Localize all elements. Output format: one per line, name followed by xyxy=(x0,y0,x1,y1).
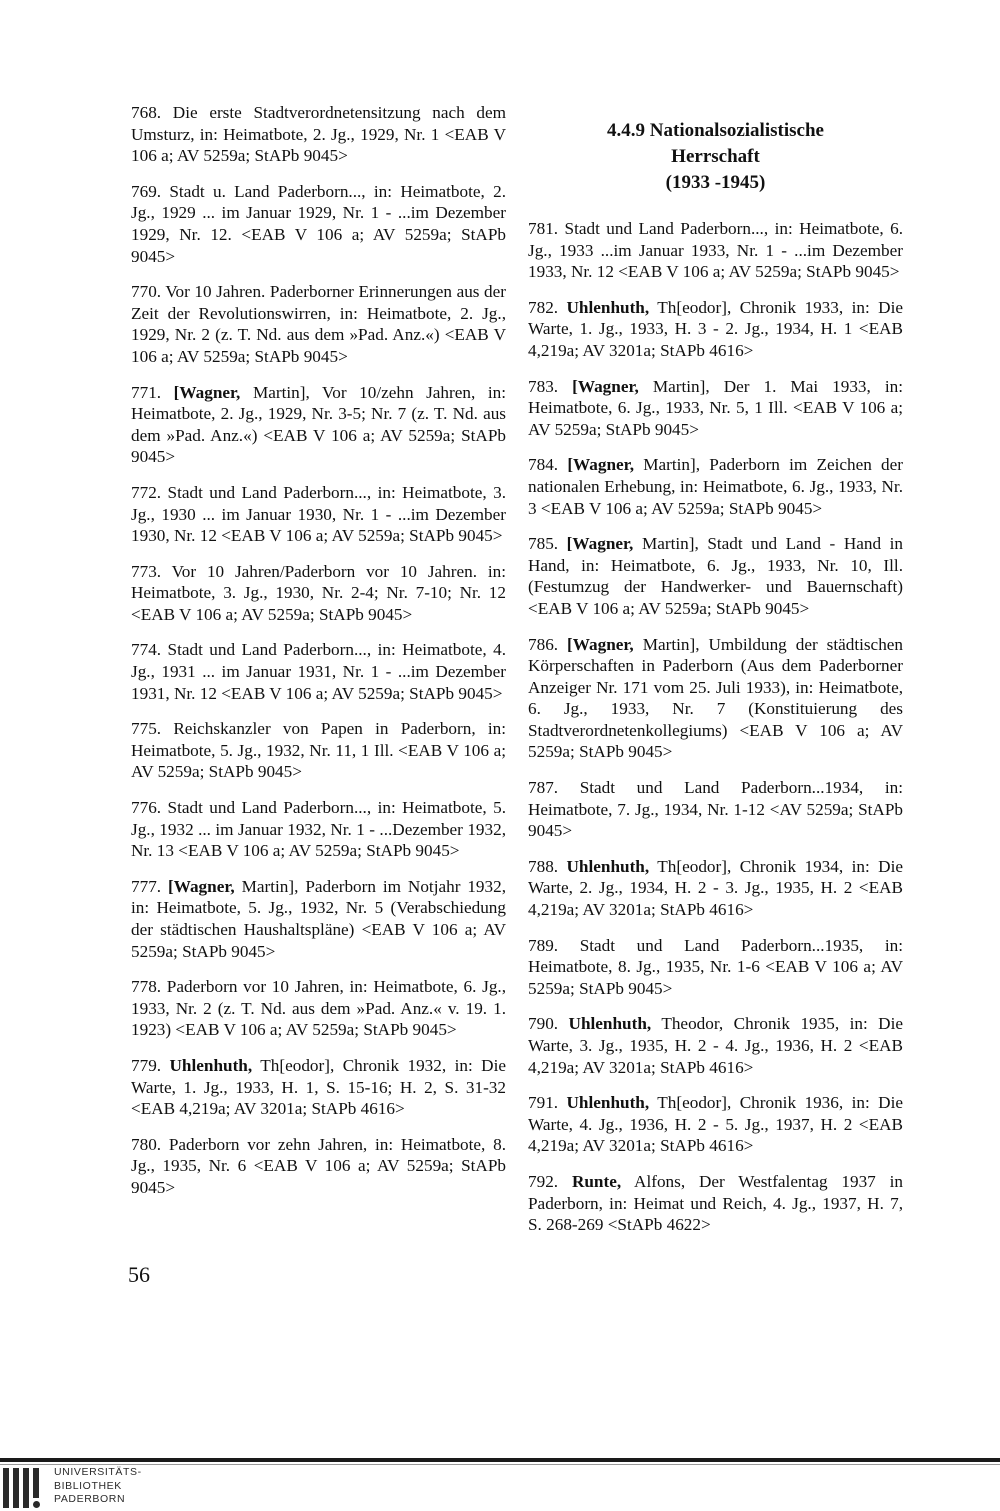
entry-number: 791. xyxy=(528,1093,559,1113)
entry-number: 775. xyxy=(131,719,162,739)
bibliography-entry xyxy=(131,639,506,704)
entry-number: 785. xyxy=(528,534,559,554)
bibliography-entry xyxy=(131,102,506,167)
entry-text: Martin], Stadt und Land - Hand in Hand, in: Heimatbote, 6. Jg., 1933, Nr. 10, Ill. (Festumzug der Handwerker- und Bauernschaft) <EAB V 106 a; AV 5259a; StAPb 9045> xyxy=(528,534,904,618)
entry-number: 789. xyxy=(528,935,559,955)
entry-text: Stadt und Land Paderborn..., in: Heimatbote, 5. Jg., 1932 ... im Januar 1932, Nr. 1 - ...Dezember 1932, Nr. 13 <EAB V 106 a; AV 5259a; StAPb 9045> xyxy=(131,798,506,861)
bibliography-entry xyxy=(528,533,903,619)
section-heading-line3: (1933 -1945) xyxy=(665,172,766,193)
entry-number: 778. xyxy=(131,977,162,997)
entry-number: 782. xyxy=(528,297,559,317)
entry-author: [Wagner, xyxy=(567,634,634,654)
entry-number: 771. xyxy=(131,382,162,402)
entry-number: 776. xyxy=(131,798,162,818)
entry-author: Uhlenhuth, xyxy=(566,297,650,317)
page-number: 56 xyxy=(128,1262,150,1287)
entry-text: Vor 10 Jahren/Paderborn vor 10 Jahren. in: Heimatbote, 3. Jg., 1930, Nr. 2-4; Nr. 7-10; Nr. 12 <EAB V 106 a; AV 5259a; StAPb 9045> xyxy=(131,561,506,624)
entry-text: Th[eodor], Chronik 1936, in: Die Warte, 4. Jg., 1936, H. 2 - 5. Jg., 1937, H. 2 <EAB 4,219a; AV 3201a; StAPb 4616> xyxy=(528,1093,903,1156)
logo-line3: PADERBORN xyxy=(54,1493,126,1505)
bibliography-entry xyxy=(528,376,903,441)
bibliography-entry xyxy=(528,1013,903,1078)
footer-rule xyxy=(0,1458,1000,1462)
bibliography-entry xyxy=(528,777,903,842)
library-logo-text xyxy=(54,1466,142,1507)
entry-number: 792. xyxy=(528,1171,559,1191)
entry-author: Uhlenhuth, xyxy=(169,1055,253,1075)
entry-text: Th[eodor], Chronik 1934, in: Die Warte, 2. Jg., 1934, H. 2 - 3. Jg., 1935, H. 2 <EAB 4,219a; AV 3201a; StAPb 4616> xyxy=(528,856,903,920)
logo-line1: UNIVERSITÄTS- xyxy=(54,1466,142,1478)
entry-text: Martin], Paderborn im Zeichen der nationalen Erhebung, in: Heimatbote, 6. Jg., 1933, Nr. 3 <EAB V 106 a; AV 5259a; StAPb 9045> xyxy=(528,455,904,518)
entry-author: [Wagner, xyxy=(572,376,639,396)
logo-line2: BIBLIOTHEK xyxy=(54,1479,122,1492)
entry-author: Runte, xyxy=(571,1171,622,1191)
entry-text: Theodor, Chronik 1935, in: Die Warte, 3. Jg., 1935, H. 2 - 4. Jg., 1936, H. 2 <EAB 4,219a; AV 3201a; StAPb 4616> xyxy=(528,1014,903,1077)
entry-author: [Wagner, xyxy=(173,382,241,402)
bibliography-entry xyxy=(131,876,506,962)
bibliography-entry xyxy=(131,281,506,367)
library-logo xyxy=(0,1466,160,1511)
entry-text: Die erste Stadtverordnetensitzung nach dem Umsturz, in: Heimatbote, 2. Jg., 1929, Nr. 1 <EAB V 106 a; AV 5259a; StAPb 9045> xyxy=(131,103,507,166)
entry-text: Th[eodor], Chronik 1932, in: Die Warte, 1. Jg., 1933, H. 1, S. 15-16; H. 2, S. 31-32 <EAB 4,219a; AV 3201a; StAPb 4616> xyxy=(131,1055,506,1119)
bibliography-entry xyxy=(131,482,506,547)
entry-text: Th[eodor], Chronik 1933, in: Die Warte, 1. Jg., 1933, H. 3 - 2. Jg., 1934, H. 1 <EAB 4,219a; AV 3201a; StAPb 4616> xyxy=(528,297,903,360)
entry-text: Stadt und Land Paderborn..., in: Heimatbote, 3. Jg., 1930 ... im Januar 1930, Nr. 1 - ...im Dezember 1930, Nr. 12 <EAB V 106 a; AV 5259a; StAPb 9045> xyxy=(131,482,506,546)
entry-number: 772. xyxy=(131,482,162,502)
right-column xyxy=(528,102,903,1250)
footer-rule-thin xyxy=(0,1464,1000,1465)
entry-author: Uhlenhuth, xyxy=(568,1014,652,1034)
entry-number: 787. xyxy=(528,778,559,798)
entry-number: 779. xyxy=(131,1055,162,1075)
entry-number: 768. xyxy=(131,103,162,122)
entry-number: 774. xyxy=(131,640,162,660)
entry-text: Martin], Der 1. Mai 1933, in: Heimatbote, 6. Jg., 1933, Nr. 5, 1 Ill. <EAB V 106 a; AV 5259a; StAPb 9045> xyxy=(528,376,904,439)
bibliography-entry xyxy=(131,1134,506,1199)
bibliography-entry xyxy=(528,297,903,362)
entry-number: 773. xyxy=(131,561,162,581)
library-logo-icon xyxy=(3,1468,45,1510)
entry-author: Uhlenhuth, xyxy=(566,856,650,876)
entry-author: Uhlenhuth, xyxy=(566,1093,650,1113)
bibliography-entry xyxy=(131,561,506,626)
entry-text: Martin], Umbildung der städtischen Körperschaften in Paderborn (Aus dem Paderborner Anzeiger Nr. 171 vom 25. Juli 1933), in: Heimatbote, 6. Jg., 1933, Nr. 7 (Konstituierung des Stadtverordnetenkollegiums) <EAB V 106 a; AV 5259a; StAPb 9045> xyxy=(528,634,904,762)
entry-text: Stadt und Land Paderborn...1935, in: Heimatbote, 8. Jg., 1935, Nr. 1-6 <EAB V 106 a; AV 5259a; StAPb 9045> xyxy=(528,935,904,998)
left-column xyxy=(131,102,506,1213)
section-heading-line1: 4.4.9 Nationalsozialistische xyxy=(607,120,824,141)
entry-number: 786. xyxy=(528,634,559,654)
bibliography-entry xyxy=(131,976,506,1041)
entry-text: Vor 10 Jahren. Paderborner Erinnerungen aus der Zeit der Revolutionswirren, in: Heimatbote, 2. Jg., 1929, Nr. 2 (z. T. Nd. aus dem »Pad. Anz.«) <EAB V 106 a; AV 5259a; StAPb 9045> xyxy=(131,282,506,366)
entry-text: Paderborn vor zehn Jahren, in: Heimatbote, 8. Jg., 1935, Nr. 6 <EAB V 106 a; AV 5259a; StAPb 9045> xyxy=(131,1134,506,1197)
entry-number: 790. xyxy=(528,1014,559,1034)
bibliography-entry xyxy=(528,856,903,921)
bibliography-entry xyxy=(528,1092,903,1157)
entry-number: 784. xyxy=(528,455,559,475)
entry-number: 780. xyxy=(131,1134,162,1154)
entry-number: 769. xyxy=(131,181,162,201)
entry-number: 788. xyxy=(528,856,559,876)
bibliography-entry xyxy=(131,181,506,267)
section-heading-line2: Herrschaft xyxy=(671,146,760,167)
entry-text: Alfons, Der Westfalentag 1937 in Paderborn, in: Heimat und Reich, 4. Jg., 1937, H. 7, S. 268-269 <StAPb 4622> xyxy=(528,1171,903,1235)
bibliography-entry xyxy=(528,935,903,1000)
right-entries xyxy=(528,218,903,1236)
entry-author: [Wagner, xyxy=(566,534,634,554)
entry-text: Martin], Paderborn im Notjahr 1932, in: Heimatbote, 5. Jg., 1932, Nr. 5 (Verabschiedung der städtischen Haushaltspläne) <EAB V 106 a; AV 5259a; StAPb 9045> xyxy=(131,876,507,961)
entry-text: Stadt u. Land Paderborn..., in: Heimatbote, 2. Jg., 1929 ... im Januar 1929, Nr. 1 - ...im Dezember 1929, Nr. 12. <EAB V 106 a; AV 5259a; StAPb 9045> xyxy=(131,181,506,266)
entry-text: Stadt und Land Paderborn..., in: Heimatbote, 6. Jg., 1933 ...im Januar 1933, Nr. 1 - ...im Dezember 1933, Nr. 12 <EAB V 106 a; AV 5259a; StAPb 9045> xyxy=(528,219,903,282)
bibliography-entry xyxy=(131,1055,506,1120)
entry-text: Martin], Vor 10/zehn Jahren, in: Heimatbote, 2. Jg., 1929, Nr. 3-5; Nr. 7 (z. T. Nd. aus dem »Pad. Anz.«) <EAB V 106 a; AV 5259a; StAPb 9045> xyxy=(131,382,507,467)
entry-text: Paderborn vor 10 Jahren, in: Heimatbote, 6. Jg., 1933, Nr. 2 (z. T. Nd. aus dem »Pad. Anz.« v. 19. 1. 1923) <EAB V 106 a; AV 5259a; StAPb 9045> xyxy=(131,977,507,1040)
bibliography-entry xyxy=(131,797,506,862)
entry-number: 770. xyxy=(131,282,162,302)
entry-number: 783. xyxy=(528,376,559,396)
entry-number: 781. xyxy=(528,219,559,238)
bibliography-entry xyxy=(528,634,903,764)
bibliography-entry xyxy=(131,718,506,783)
bibliography-entry xyxy=(131,382,506,468)
bibliography-entry xyxy=(528,454,903,519)
bibliography-entry xyxy=(528,1171,903,1236)
entry-author: [Wagner, xyxy=(168,876,235,896)
bibliography-entry xyxy=(528,218,903,283)
entry-author: [Wagner, xyxy=(567,455,634,475)
entry-text: Reichskanzler von Papen in Paderborn, in: Heimatbote, 5. Jg., 1932, Nr. 11, 1 Ill. <EAB V 106 a; AV 5259a; StAPb 9045> xyxy=(131,719,507,782)
entry-text: Stadt und Land Paderborn...1934, in: Heimatbote, 7. Jg., 1934, Nr. 1-12 <AV 5259a; StAPb 9045> xyxy=(528,778,904,841)
entry-number: 777. xyxy=(131,876,162,896)
section-heading xyxy=(528,118,903,196)
entry-text: Stadt und Land Paderborn..., in: Heimatbote, 4. Jg., 1931 ... im Januar 1931, Nr. 1 - ...im Dezember 1931, Nr. 12 <EAB V 106 a; AV 5259a; StAPb 9045> xyxy=(131,640,506,703)
